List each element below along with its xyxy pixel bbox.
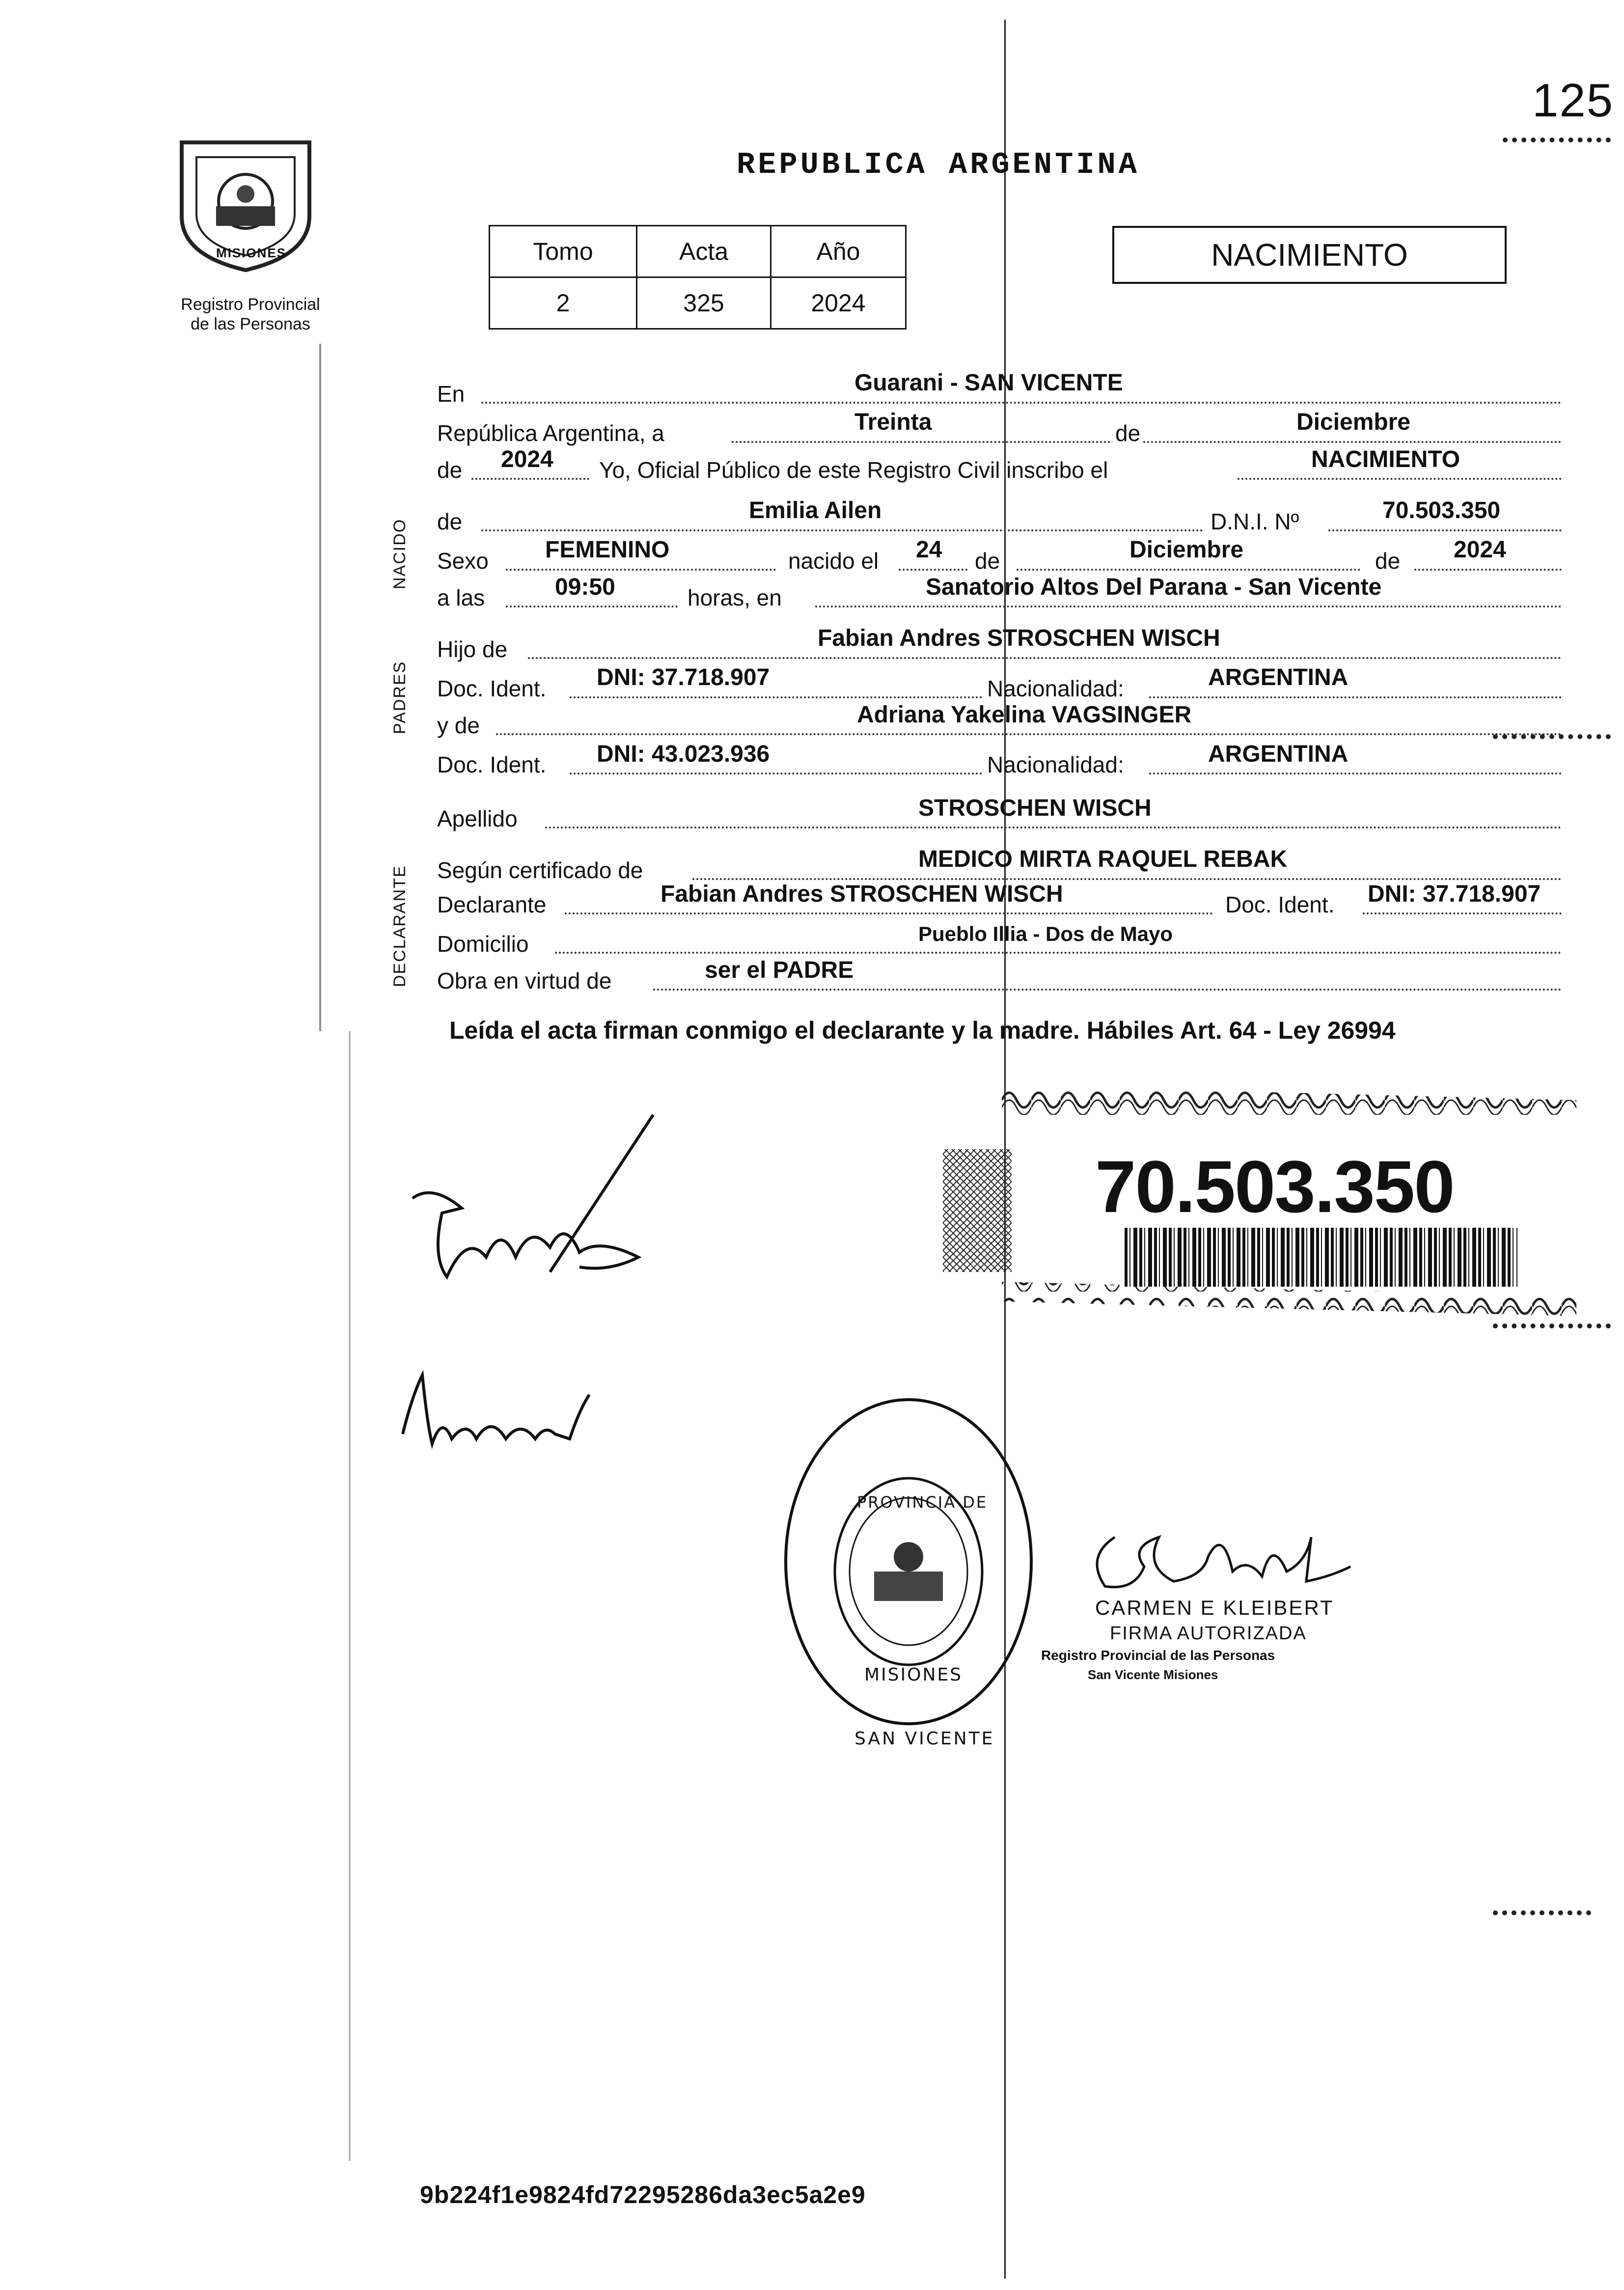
- label-alas: a las: [437, 585, 485, 610]
- signer-name: CARMEN E KLEIBERT: [1095, 1596, 1334, 1619]
- value-padre-nac: ARGENTINA: [1208, 664, 1349, 690]
- margin-mark: [319, 344, 321, 1031]
- value-certificado: MEDICO MIRTA RAQUEL REBAK: [918, 846, 1288, 872]
- mother-signature: [393, 1365, 609, 1466]
- value-birth-day: 24: [916, 537, 942, 563]
- dots-madre-doc: [570, 773, 982, 774]
- value-declarante-doc: DNI: 37.718.907: [1368, 881, 1541, 907]
- value-padre-doc: DNI: 37.718.907: [597, 664, 770, 690]
- document-title: REPUBLICA ARGENTINA: [737, 147, 1140, 182]
- label-declarante: Declarante: [437, 892, 547, 917]
- label-de-month: de: [1112, 420, 1143, 446]
- dots-republica: [732, 441, 1562, 443]
- signer-org: Registro Provincial de las Personas: [1041, 1648, 1275, 1663]
- side-label-nacido: NACIDO: [390, 518, 409, 589]
- label-doc-madre: Doc. Ident.: [437, 752, 547, 777]
- dots-birth-month: [1017, 569, 1360, 571]
- label-obra: Obra en virtud de: [437, 968, 612, 993]
- edge-marks: [1493, 1910, 1591, 1921]
- label-en: En: [437, 381, 465, 407]
- value-inscribo: NACIMIENTO: [1311, 446, 1460, 472]
- dots-hora: [506, 606, 678, 607]
- value-year: 2024: [501, 446, 553, 472]
- value-madre-doc: DNI: 43.023.936: [597, 741, 770, 767]
- page-number-marks: [1503, 138, 1611, 149]
- signer-role: FIRMA AUTORIZADA: [1110, 1623, 1307, 1644]
- label-certificado: Según certificado de: [437, 857, 643, 883]
- dots-birth-year: [1414, 569, 1562, 571]
- dots-apellido: [545, 827, 1562, 828]
- value-birth-month: Diciembre: [1129, 537, 1244, 563]
- acta-table-value-acta: 325: [637, 277, 771, 329]
- value-dni: 70.503.350: [1382, 497, 1501, 524]
- dots-sexo: [506, 569, 776, 571]
- dots-en: [481, 402, 1562, 404]
- label-dni: D.N.I. Nº: [1211, 509, 1299, 534]
- inscribo-text: Yo, Oficial Público de este Registro Civil inscribo el: [599, 457, 1108, 483]
- seal-inner-top: PROVINCIA DE: [857, 1493, 988, 1512]
- acta-table-value-anio: 2024: [771, 277, 906, 329]
- label-republica: República Argentina, a: [437, 420, 664, 446]
- official-signature: [1075, 1508, 1370, 1608]
- dots-certificado: [692, 878, 1562, 880]
- logo-caption-line1: Registro Provincial: [181, 295, 320, 314]
- dots-padre: [528, 657, 1562, 659]
- label-domicilio: Domicilio: [437, 931, 529, 957]
- dots-madre: [496, 733, 1562, 735]
- dots-madre-nac: [1149, 773, 1562, 774]
- label-sexo: Sexo: [437, 548, 489, 574]
- label-nacido: nacido el: [788, 548, 879, 574]
- label-hijo: Hijo de: [437, 636, 508, 662]
- label-year-prefix: de: [437, 457, 463, 483]
- dots-birth-day: [899, 569, 967, 571]
- value-domicilio: Pueblo Illia - Dos de Mayo: [918, 922, 1173, 945]
- declarant-signature: [403, 1110, 658, 1299]
- seal-location: SAN VICENTE: [854, 1729, 995, 1749]
- dots-declarante: [565, 912, 1213, 914]
- value-month: Diciembre: [1296, 409, 1411, 435]
- edge-marks: [1493, 1324, 1611, 1334]
- value-declarante: Fabian Andres STROSCHEN WISCH: [661, 881, 1063, 907]
- dots-padre-doc: [570, 696, 982, 698]
- dots-nombre: [481, 529, 1203, 531]
- acta-table-header-tomo: Tomo: [490, 226, 637, 277]
- value-en: Guarani - SAN VICENTE: [854, 370, 1123, 396]
- side-label-declarante: DECLARANTE: [390, 865, 409, 987]
- value-lugar: Sanatorio Altos Del Parana - San Vicente: [926, 574, 1382, 600]
- seal-inner-bottom: MISIONES: [864, 1665, 963, 1685]
- edge-marks: [1493, 734, 1611, 745]
- value-apellido: STROSCHEN WISCH: [918, 795, 1152, 821]
- dni-barcode: [1125, 1228, 1517, 1287]
- official-seal: [766, 1375, 1041, 1751]
- page-number: 125: [1532, 74, 1614, 127]
- document-type-box: NACIMIENTO: [1112, 226, 1507, 284]
- label-de3: de: [1375, 548, 1401, 574]
- label-horas: horas, en: [688, 585, 782, 610]
- acta-table-value-row: [490, 277, 906, 329]
- value-sexo: FEMENINO: [545, 537, 670, 563]
- signer-location: San Vicente Misiones: [1088, 1667, 1218, 1682]
- label-nombre: de: [437, 509, 463, 534]
- dots-lugar: [815, 606, 1562, 607]
- acta-table-header-acta: Acta: [637, 226, 771, 277]
- value-madre: Adriana Yakelina VAGSINGER: [857, 702, 1192, 728]
- dots-year: [471, 478, 589, 480]
- value-birth-year: 2024: [1454, 537, 1506, 563]
- acta-table: [489, 225, 907, 330]
- value-hora: 09:50: [555, 574, 615, 600]
- logo-caption: [162, 295, 339, 334]
- label-yde: y de: [437, 713, 480, 738]
- document-hash: 9b224f1e9824fd72295286da3ec5a2e9: [420, 2181, 866, 2208]
- label-doc-padre: Doc. Ident.: [437, 676, 547, 701]
- value-day: Treinta: [854, 409, 932, 435]
- side-label-padres: PADRES: [390, 661, 409, 734]
- logo-text-bottom: MISIONES: [216, 246, 287, 260]
- logo-caption-line2: de las Personas: [191, 315, 310, 333]
- dots-inscribo: [1238, 478, 1562, 480]
- dots-padre-nac: [1149, 696, 1562, 698]
- label-de2: de: [975, 548, 1000, 574]
- dots-declarante-doc: [1363, 912, 1562, 914]
- acta-table-value-tomo: 2: [490, 277, 637, 329]
- dots-domicilio: [555, 952, 1562, 954]
- value-padre: Fabian Andres STROSCHEN WISCH: [818, 625, 1220, 651]
- margin-mark: [349, 1031, 351, 2161]
- legal-text: Leída el acta firman conmigo el declarante y la madre. Hábiles Art. 64 - Ley 26994: [449, 1017, 1396, 1044]
- acta-table-header-row: [490, 226, 906, 277]
- value-nombre: Emilia Ailen: [749, 497, 882, 524]
- label-apellido: Apellido: [437, 806, 518, 831]
- acta-table-header-anio: Año: [771, 226, 906, 277]
- label-declarante-doc: Doc. Ident.: [1225, 892, 1335, 917]
- dni-sticker-number: 70.503.350: [1095, 1145, 1454, 1228]
- dots-obra: [653, 989, 1562, 991]
- dots-dni: [1328, 529, 1562, 531]
- label-nac-padre: Nacionalidad:: [987, 676, 1124, 701]
- value-madre-nac: ARGENTINA: [1208, 741, 1349, 767]
- label-nac-madre: Nacionalidad:: [987, 752, 1124, 777]
- value-obra: ser el PADRE: [705, 957, 854, 983]
